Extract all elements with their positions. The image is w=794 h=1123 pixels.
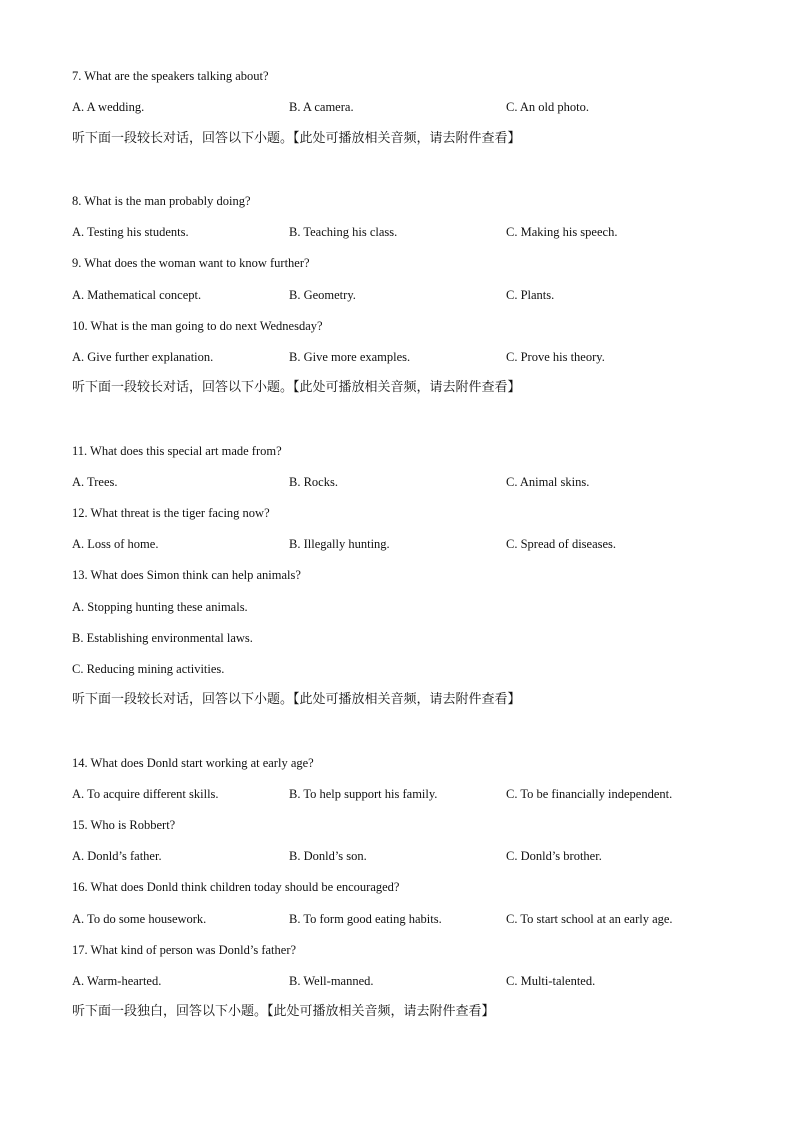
question-12-stem: 12. What threat is the tiger facing now? [72, 506, 270, 520]
question-15-stem: 15. Who is Robbert? [72, 818, 176, 832]
question-15-option-c: C. Donld’s brother. [506, 849, 602, 863]
question-13-option-b: B. Establishing environmental laws. [72, 631, 253, 645]
question-15-option-b: B. Donld’s son. [289, 849, 367, 863]
question-8-option-a: A. Testing his students. [72, 225, 189, 239]
question-10-option-b: B. Give more examples. [289, 350, 411, 364]
question-17-stem: 17. What kind of person was Donld’s father? [72, 943, 297, 957]
question-8-option-b: B. Teaching his class. [289, 225, 398, 239]
question-7-stem: 7. What are the speakers talking about? [72, 69, 269, 83]
audio-instruction-1: 听下面一段较长对话，回答以下小题。【此处可播放相关音频，请去附件查看】 [72, 131, 521, 146]
question-7-option-c: C. An old photo. [506, 100, 589, 114]
question-9-stem: 9. What does the woman want to know further? [72, 256, 310, 270]
question-16-stem: 16. What does Donld think children today should be encouraged? [72, 880, 400, 894]
question-17-option-a: A. Warm-hearted. [72, 974, 162, 988]
question-16-option-c: C. To start school at an early age. [506, 912, 673, 926]
question-12-option-b: B. Illegally hunting. [289, 537, 390, 551]
question-8-option-c: C. Making his speech. [506, 225, 618, 239]
question-15-option-a: A. Donld’s father. [72, 849, 162, 863]
question-17-option-b: B. Well-manned. [289, 974, 374, 988]
question-13-option-c: C. Reducing mining activities. [72, 662, 225, 676]
question-12-option-c: C. Spread of diseases. [506, 537, 617, 551]
question-17-option-c: C. Multi-talented. [506, 974, 596, 988]
audio-instruction-2: 听下面一段较长对话，回答以下小题。【此处可播放相关音频，请去附件查看】 [72, 380, 521, 395]
question-13-option-a: A. Stopping hunting these animals. [72, 600, 248, 614]
audio-instruction-4: 听下面一段独白，回答以下小题。【此处可播放相关音频，请去附件查看】 [72, 1004, 495, 1019]
question-14-option-c: C. To be financially independent. [506, 787, 673, 801]
question-8-stem: 8. What is the man probably doing? [72, 194, 251, 208]
question-9-option-c: C. Plants. [506, 288, 555, 302]
question-9-option-a: A. Mathematical concept. [72, 288, 202, 302]
question-11-stem: 11. What does this special art made from? [72, 444, 282, 458]
question-14-option-b: B. To help support his family. [289, 787, 438, 801]
question-16-option-a: A. To do some housework. [72, 912, 207, 926]
question-13-stem: 13. What does Simon think can help animals? [72, 568, 301, 582]
question-11-option-c: C. Animal skins. [506, 475, 590, 489]
question-11-option-a: A. Trees. [72, 475, 118, 489]
question-11-option-b: B. Rocks. [289, 475, 338, 489]
question-10-option-a: A. Give further explanation. [72, 350, 214, 364]
question-16-option-b: B. To form good eating habits. [289, 912, 442, 926]
question-14-stem: 14. What does Donld start working at early age? [72, 756, 314, 770]
question-9-option-b: B. Geometry. [289, 288, 356, 302]
question-12-option-a: A. Loss of home. [72, 537, 159, 551]
question-10-option-c: C. Prove his theory. [506, 350, 605, 364]
question-7-option-b: B. A camera. [289, 100, 354, 114]
question-14-option-a: A. To acquire different skills. [72, 787, 219, 801]
question-10-stem: 10. What is the man going to do next Wednesday? [72, 319, 323, 333]
question-7-option-a: A. A wedding. [72, 100, 145, 114]
audio-instruction-3: 听下面一段较长对话，回答以下小题。【此处可播放相关音频，请去附件查看】 [72, 692, 521, 707]
